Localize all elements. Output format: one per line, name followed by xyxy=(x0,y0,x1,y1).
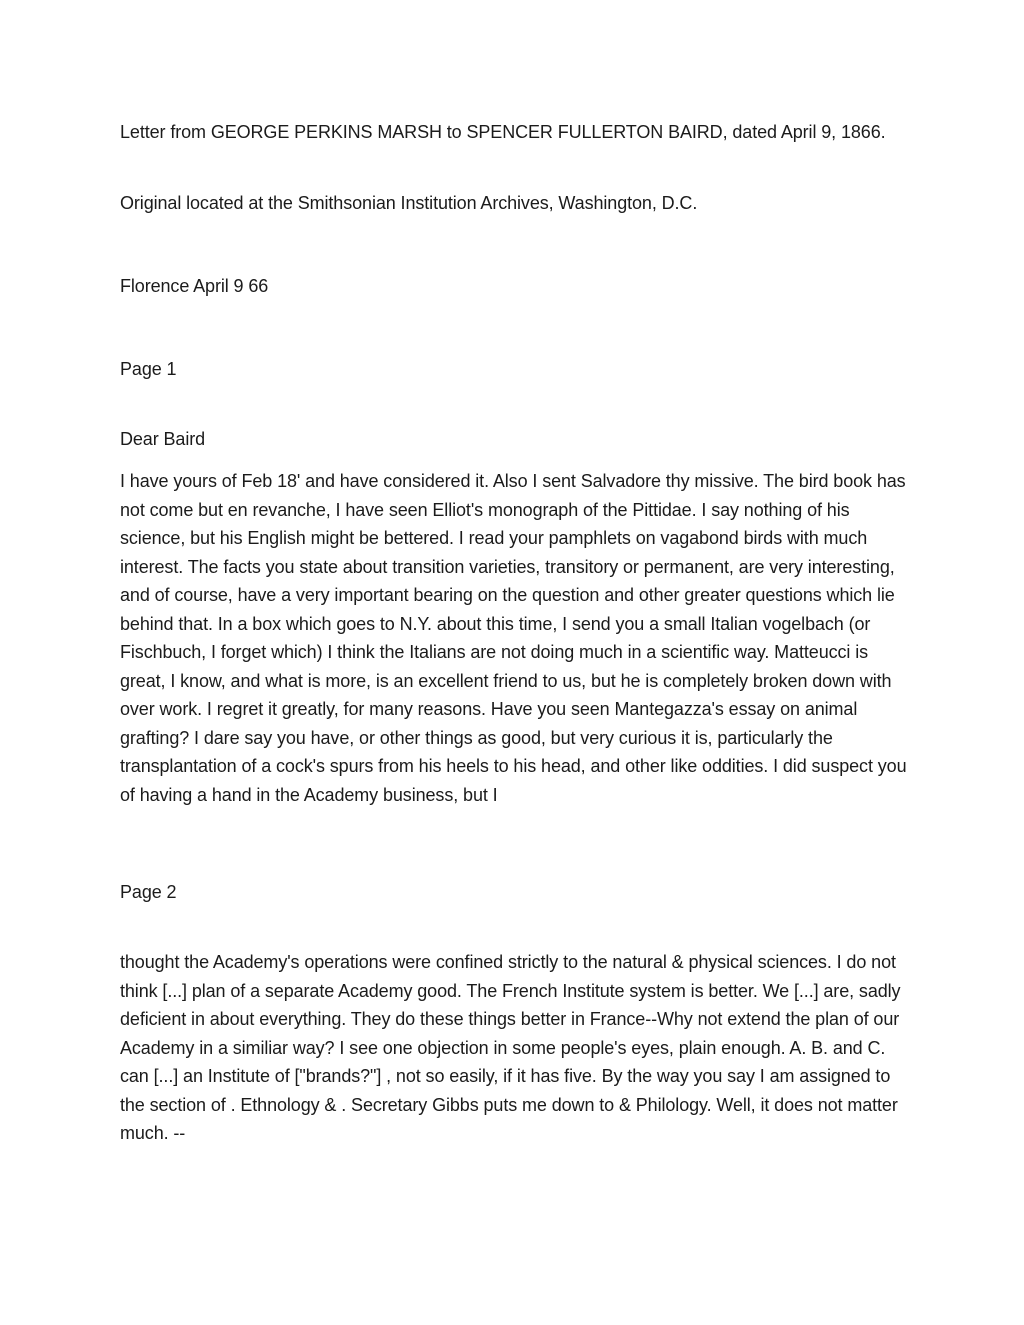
page-1-label: Page 1 xyxy=(120,359,177,379)
salutation: Dear Baird xyxy=(120,429,206,449)
page-2-label: Page 2 xyxy=(120,882,177,902)
page-1-body: I have yours of Feb 18' and have considered it. Also I sent Salvadore thy missive. The bird book has not come but en revanche, I have seen Elliot's monograph of the Pittidae. I say nothing of his science, but his English might be bettered. I read your pamphlets on vagabond birds with much interest. The facts you state about transition varieties, transitory or permanent, are very interesting, and of course, have a very important bearing on the question and other greater questions which lie behind that. In a box which goes to N.Y. about this time, I send you a small Italian vogelbach (or Fischbuch, I forget which) I think the Italians are not doing much in a scientific way. Matteucci is great, I know, and what is more, is an excellent friend to us, but he is completely broken down with over work. I regret it greatly, for many reasons. Have you seen Mantegazza's essay on animal grafting? I dare say you have, or other things as good, but very curious it is, particularly the transplantation of a cock's spurs from his heels to his head, and other like oddities. I did suspect you of having a hand in the Academy business, but I xyxy=(120,471,907,805)
letter-place-date: Florence April 9 66 xyxy=(120,276,269,296)
page-2-body: thought the Academy's operations were confined strictly to the natural & physical sciences. I do not think [...] plan of a separate Academy good. The French Institute system is better. We [...] are, sadly deficient in about everything. They do these things better in France--Why not extend the plan of our Academy in a similiar way? I see one objection in some people's eyes, plain enough. A. B. and C. can [...] an Institute of ["brands?"] , not so easily, if it has five. By the way you say I am assigned to the section of . Ethnology & . Secretary Gibbs puts me down to & Philology. Well, it does not matter much. -- xyxy=(120,952,901,1143)
source-note: Original located at the Smithsonian Institution Archives, Washington, D.C. xyxy=(120,193,698,213)
letter-header: Letter from GEORGE PERKINS MARSH to SPENCER FULLERTON BAIRD, dated April 9, 1866. xyxy=(120,122,886,142)
